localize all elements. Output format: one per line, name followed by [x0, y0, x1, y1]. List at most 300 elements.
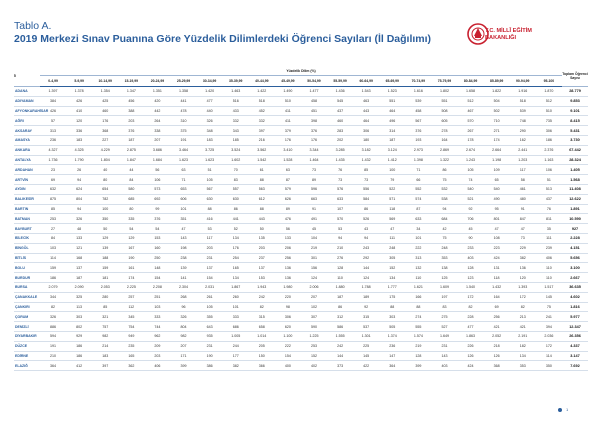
table-cell: 3.464 [170, 145, 196, 155]
table-cell: 496 [379, 116, 405, 126]
table-cell: 139 [92, 243, 118, 253]
table-cell: 437 [327, 106, 353, 116]
table-cell: 505 [379, 322, 405, 332]
table-cell: 313 [40, 126, 66, 136]
table-cell: 241 [536, 312, 562, 322]
row-total: 28.324 [562, 155, 588, 165]
data-table-container [14, 66, 588, 371]
table-cell: 253 [40, 214, 66, 224]
table-cell: 2.225 [118, 282, 144, 292]
table-cell: 209 [144, 341, 170, 351]
table-cell: 53 [197, 224, 223, 234]
table-row [14, 145, 588, 155]
table-cell: 1.243 [458, 155, 484, 165]
table-cell: 2.079 [40, 282, 66, 292]
column-header: 60-64,99 [353, 76, 379, 87]
table-cell: 403 [431, 361, 457, 371]
table-cell: 137 [249, 263, 275, 273]
table-cell: 105 [458, 165, 484, 175]
table-cell: 518 [510, 96, 536, 106]
table-cell: 441 [223, 214, 249, 224]
table-cell: 261 [197, 292, 223, 302]
province-name: BATMAN [14, 214, 40, 224]
table-cell: 152 [301, 351, 327, 361]
table-cell: 2.053 [92, 282, 118, 292]
table-cell: 138 [431, 263, 457, 273]
province-name: ADIYAMAN [14, 96, 40, 106]
table-cell: 164 [484, 292, 510, 302]
table-cell: 86 [327, 302, 353, 312]
table-cell: 620 [275, 322, 301, 332]
table-cell: 4.325 [66, 145, 92, 155]
table-cell: 92 [353, 302, 379, 312]
table-cell: 98 [275, 302, 301, 312]
table-cell: 420 [144, 96, 170, 106]
table-cell: 1.354 [92, 87, 118, 97]
column-header: 55-59,99 [327, 76, 353, 87]
province-name: ARTVİN [14, 175, 40, 185]
table-cell: 134 [379, 273, 405, 283]
table-cell: 325 [66, 292, 92, 302]
table-cell: 3.285 [327, 145, 353, 155]
table-cell: 256 [275, 253, 301, 263]
table-cell: 47 [510, 224, 536, 234]
table-cell: 394 [536, 322, 562, 332]
table-cell: 176 [275, 135, 301, 145]
table-cell: 183 [92, 351, 118, 361]
row-total: 26.356 [562, 331, 588, 341]
table-cell: 181 [92, 273, 118, 283]
table-cell: 162 [510, 135, 536, 145]
table-cell: 268 [170, 292, 196, 302]
table-cell: 69 [40, 175, 66, 185]
table-cell: 40 [92, 165, 118, 175]
table-cell: 47 [170, 224, 196, 234]
table-cell: 191 [170, 135, 196, 145]
table-cell: 399 [170, 361, 196, 371]
table-cell: 53 [327, 224, 353, 234]
table-cell: 411 [275, 106, 301, 116]
table-cell: 315 [249, 312, 275, 322]
table-label: Tablo A. [14, 20, 52, 32]
table-cell: 326 [40, 312, 66, 322]
table-cell: 237 [249, 253, 275, 263]
province-name: ARDAHAN [14, 165, 40, 175]
row-total: 5.656 [562, 253, 588, 263]
table-row [14, 253, 588, 263]
table-cell: 343 [223, 126, 249, 136]
table-cell: 202 [327, 135, 353, 145]
table-cell: 570 [327, 214, 353, 224]
table-row [14, 126, 588, 136]
table-cell: 949 [118, 331, 144, 341]
table-cell: 1.623 [170, 155, 196, 165]
table-cell: 1.602 [223, 155, 249, 165]
table-cell: 267 [458, 126, 484, 136]
table-cell: 189 [353, 292, 379, 302]
table-cell: 172 [536, 341, 562, 351]
table-cell: 386 [197, 361, 223, 371]
table-cell: 128 [458, 263, 484, 273]
table-cell: 573 [144, 184, 170, 194]
table-cell: 167 [118, 243, 144, 253]
row-total: 8.415 [562, 116, 588, 126]
table-cell: 103 [144, 302, 170, 312]
table-cell: 231 [197, 341, 223, 351]
table-cell: 397 [92, 361, 118, 371]
row-total: 927 [562, 224, 588, 234]
table-cell: 1.014 [249, 331, 275, 341]
table-cell: 426 [66, 96, 92, 106]
table-cell: 129 [92, 233, 118, 243]
table-cell: 580 [118, 184, 144, 194]
table-cell: 403 [458, 253, 484, 263]
table-cell: 540 [458, 184, 484, 194]
table-cell: 422 [353, 361, 379, 371]
table-cell: 1.916 [510, 87, 536, 97]
table-cell: 48 [66, 224, 92, 234]
table-row [14, 331, 588, 341]
province-name: AMASYA [14, 135, 40, 145]
table-cell: 80 [118, 204, 144, 214]
column-header: 85-89,99 [484, 76, 510, 87]
table-cell: 350 [536, 361, 562, 371]
table-cell: 187 [66, 273, 92, 283]
province-name: EDİRNE [14, 351, 40, 361]
table-row [14, 96, 588, 106]
table-cell: 567 [197, 184, 223, 194]
table-cell: 85 [40, 204, 66, 214]
table-row [14, 214, 588, 224]
table-cell: 147 [379, 351, 405, 361]
table-cell: 333 [144, 312, 170, 322]
table-cell: 197 [431, 292, 457, 302]
table-cell: 190 [197, 351, 223, 361]
table-cell: 56 [275, 224, 301, 234]
table-cell: 216 [249, 135, 275, 145]
table-cell: 143 [431, 351, 457, 361]
table-cell: 186 [66, 351, 92, 361]
table-cell: 83 [223, 175, 249, 185]
column-header: 80-84,99 [458, 76, 484, 87]
table-cell: 364 [40, 361, 66, 371]
row-total: 2.228 [562, 233, 588, 243]
table-cell: 467 [458, 106, 484, 116]
table-cell: 128 [405, 351, 431, 361]
table-cell: 571 [379, 194, 405, 204]
table-cell: 1.802 [431, 87, 457, 97]
table-cell: 176 [223, 243, 249, 253]
table-cell: 321 [92, 312, 118, 322]
table-cell: 1.777 [379, 282, 405, 292]
table-cell: 570 [458, 116, 484, 126]
table-cell: 42 [431, 224, 457, 234]
table-cell: 152 [379, 263, 405, 273]
table-cell: 510 [536, 106, 562, 116]
table-row [14, 87, 588, 97]
table-cell: 112 [118, 302, 144, 312]
table-cell: 248 [431, 243, 457, 253]
table-cell: 66 [405, 175, 431, 185]
table-cell: 124 [301, 273, 327, 283]
table-cell: 348 [197, 126, 223, 136]
table-cell: 75 [431, 233, 457, 243]
province-name: BİNGÖL [14, 243, 40, 253]
table-cell: 73 [353, 175, 379, 185]
table-cell: 271 [484, 126, 510, 136]
table-cell: 242 [327, 341, 353, 351]
table-row [14, 351, 588, 361]
table-cell: 43 [353, 224, 379, 234]
table-cell: 586 [327, 322, 353, 332]
table-cell: 73 [301, 165, 327, 175]
table-cell: 658 [249, 322, 275, 332]
table-cell: 260 [223, 292, 249, 302]
table-cell: 1.436 [327, 87, 353, 97]
table-cell: 2.304 [170, 282, 196, 292]
table-cell: 54 [118, 224, 144, 234]
table-cell: 4.229 [92, 145, 118, 155]
row-total: 36.635 [562, 282, 588, 292]
row-total: 2.667 [562, 273, 588, 283]
table-cell: 83 [431, 302, 457, 312]
table-cell: 338 [144, 126, 170, 136]
table-cell: 460 [327, 116, 353, 126]
table-cell: 1.393 [510, 282, 536, 292]
table-cell: 478 [170, 106, 196, 116]
province-name: ADANA [14, 87, 40, 97]
table-cell: 735 [536, 116, 562, 126]
table-cell: 653 [170, 184, 196, 194]
page-bullet-icon [558, 408, 562, 412]
table-cell: 45 [458, 224, 484, 234]
table-cell: 1.684 [144, 155, 170, 165]
table-cell: 1.880 [327, 282, 353, 292]
table-cell: 187 [118, 135, 144, 145]
table-cell: 375 [170, 126, 196, 136]
table-cell: 176 [92, 116, 118, 126]
table-cell: 538 [431, 194, 457, 204]
table-cell: 1.347 [118, 87, 144, 97]
table-cell: 257 [118, 292, 144, 302]
table-cell: 150 [249, 351, 275, 361]
table-cell: 70 [223, 165, 249, 175]
table-cell: 1.374 [379, 331, 405, 341]
table-cell: 398 [301, 116, 327, 126]
table-cell: 103 [40, 243, 66, 253]
table-cell: 382 [510, 253, 536, 263]
table-cell: 154 [144, 273, 170, 283]
logo-line-2: BAKANLIĞI [485, 35, 517, 41]
table-cell: 332 [249, 116, 275, 126]
table-cell: 276 [327, 253, 353, 263]
table-cell: 76 [327, 165, 353, 175]
table-cell: 1.203 [510, 155, 536, 165]
table-cell: 222 [275, 341, 301, 351]
row-total: 11.408 [562, 184, 588, 194]
table-cell: 1.432 [484, 282, 510, 292]
table-cell: 382 [223, 361, 249, 371]
table-cell: 510 [275, 96, 301, 106]
table-cell: 2.006 [301, 282, 327, 292]
table-cell: 182 [510, 341, 536, 351]
table-cell: 440 [197, 106, 223, 116]
table-cell: 4.327 [40, 145, 66, 155]
table-cell: 1.490 [275, 87, 301, 97]
table-row [14, 292, 588, 302]
table-cell: 233 [458, 243, 484, 253]
table-cell: 188 [92, 253, 118, 263]
table-cell: 551 [431, 96, 457, 106]
table-cell: 301 [301, 253, 327, 263]
table-cell: 128 [327, 263, 353, 273]
table-cell: 633 [405, 214, 431, 224]
table-cell: 243 [353, 243, 379, 253]
table-cell: 303 [66, 312, 92, 322]
table-cell: 1.477 [301, 87, 327, 97]
table-cell: 129 [118, 233, 144, 243]
table-cell: 406 [536, 253, 562, 263]
table-cell: 1.658 [458, 87, 484, 97]
table-row [14, 135, 588, 145]
table-cell: 574 [405, 194, 431, 204]
table-cell: 110 [405, 273, 431, 283]
table-cell: 744 [144, 322, 170, 332]
table-cell: 362 [118, 361, 144, 371]
table-cell: 154 [275, 351, 301, 361]
table-cell: 148 [144, 263, 170, 273]
province-name: BAYBURT [14, 224, 40, 234]
table-cell: 706 [458, 214, 484, 224]
table-cell: 1.322 [431, 155, 457, 165]
table-cell: 159 [40, 263, 66, 273]
table-cell: 101 [170, 204, 196, 214]
table-cell: 326 [197, 116, 223, 126]
table-cell: 526 [353, 214, 379, 224]
table-cell: 3.182 [353, 145, 379, 155]
table-cell: 73 [327, 175, 353, 185]
table-cell: 254 [223, 253, 249, 263]
table-cell: 335 [118, 214, 144, 224]
row-total: 3.100 [562, 263, 588, 273]
table-cell: 176 [301, 135, 327, 145]
table-row [14, 155, 588, 165]
table-cell: 552 [405, 184, 431, 194]
table-cell: 811 [536, 214, 562, 224]
table-cell: 480 [510, 194, 536, 204]
table-cell: 1.540 [458, 282, 484, 292]
table-cell: 190 [118, 253, 144, 263]
table-cell: 23 [40, 165, 66, 175]
table-cell: 105 [197, 175, 223, 185]
table-row [14, 175, 588, 185]
table-cell: 177 [223, 351, 249, 361]
province-name: BOLU [14, 263, 40, 273]
table-cell: 464 [353, 116, 379, 126]
province-name: ELAZIĞ [14, 361, 40, 371]
table-cell: 443 [353, 106, 379, 116]
table-cell: 458 [301, 96, 327, 106]
table-cell: 139 [170, 263, 196, 273]
table-cell: 187 [379, 135, 405, 145]
province-name: BİTLİS [14, 253, 40, 263]
table-cell: 193 [405, 135, 431, 145]
province-name: ÇANAKKALE [14, 292, 40, 302]
table-cell: 3.344 [301, 145, 327, 155]
table-cell: 513 [536, 184, 562, 194]
table-cell: 136 [275, 263, 301, 273]
column-header: 10-14,99 [92, 76, 118, 87]
table-cell: 235 [118, 341, 144, 351]
table-cell: 477 [197, 96, 223, 106]
table-cell: 344 [40, 292, 66, 302]
table-cell: 801 [484, 214, 510, 224]
table-cell: 596 [301, 184, 327, 194]
table-cell: 82 [458, 302, 484, 312]
column-header: 95-100 [536, 76, 562, 87]
table-cell: 87 [405, 204, 431, 214]
table-cell: 87 [275, 175, 301, 185]
table-cell: 256 [484, 312, 510, 322]
row-total: 5.431 [562, 126, 588, 136]
table-cell: 134 [223, 273, 249, 283]
table-row [14, 361, 588, 371]
table-cell: 1.804 [92, 155, 118, 165]
table-cell: 86 [223, 204, 249, 214]
table-cell: 278 [431, 126, 457, 136]
table-cell: 44 [118, 165, 144, 175]
total-header: Toplam Öğrenci Sayısı [562, 66, 588, 87]
table-cell: 935 [197, 331, 223, 341]
table-cell: 79 [379, 175, 405, 185]
logo-text [485, 28, 532, 42]
table-cell: 101 [223, 302, 249, 312]
table-cell: 86 [431, 165, 457, 175]
table-cell: 145 [536, 292, 562, 302]
table-cell: 236 [40, 135, 66, 145]
table-cell: 153 [144, 233, 170, 243]
table-cell: 1.863 [458, 331, 484, 341]
table-cell: 2.191 [510, 331, 536, 341]
table-cell: 131 [484, 263, 510, 273]
table-cell: 45 [301, 224, 327, 234]
table-cell: 94 [431, 204, 457, 214]
row-total: 1.568 [562, 175, 588, 185]
table-cell: 231 [197, 253, 223, 263]
row-total: 1.405 [562, 165, 588, 175]
table-cell: 206 [275, 243, 301, 253]
table-cell: 144 [327, 351, 353, 361]
table-cell: 306 [353, 126, 379, 136]
table-cell: 463 [353, 96, 379, 106]
table-cell: 1.621 [405, 282, 431, 292]
header-row-group [14, 66, 588, 76]
table-cell: 633 [327, 194, 353, 204]
row-total: 10.590 [562, 214, 588, 224]
table-cell: 425 [92, 96, 118, 106]
province-name: ANKARA [14, 145, 40, 155]
table-cell: 86 [353, 204, 379, 214]
table-cell: 692 [144, 194, 170, 204]
table-cell: 174 [484, 135, 510, 145]
table-cell: 156 [301, 263, 327, 273]
table-cell: 388 [118, 106, 144, 116]
table-cell: 521 [458, 194, 484, 204]
table-cell: 421 [484, 322, 510, 332]
table-cell: 110 [327, 273, 353, 283]
table-cell: 2.674 [458, 145, 484, 155]
table-cell: 437 [536, 194, 562, 204]
